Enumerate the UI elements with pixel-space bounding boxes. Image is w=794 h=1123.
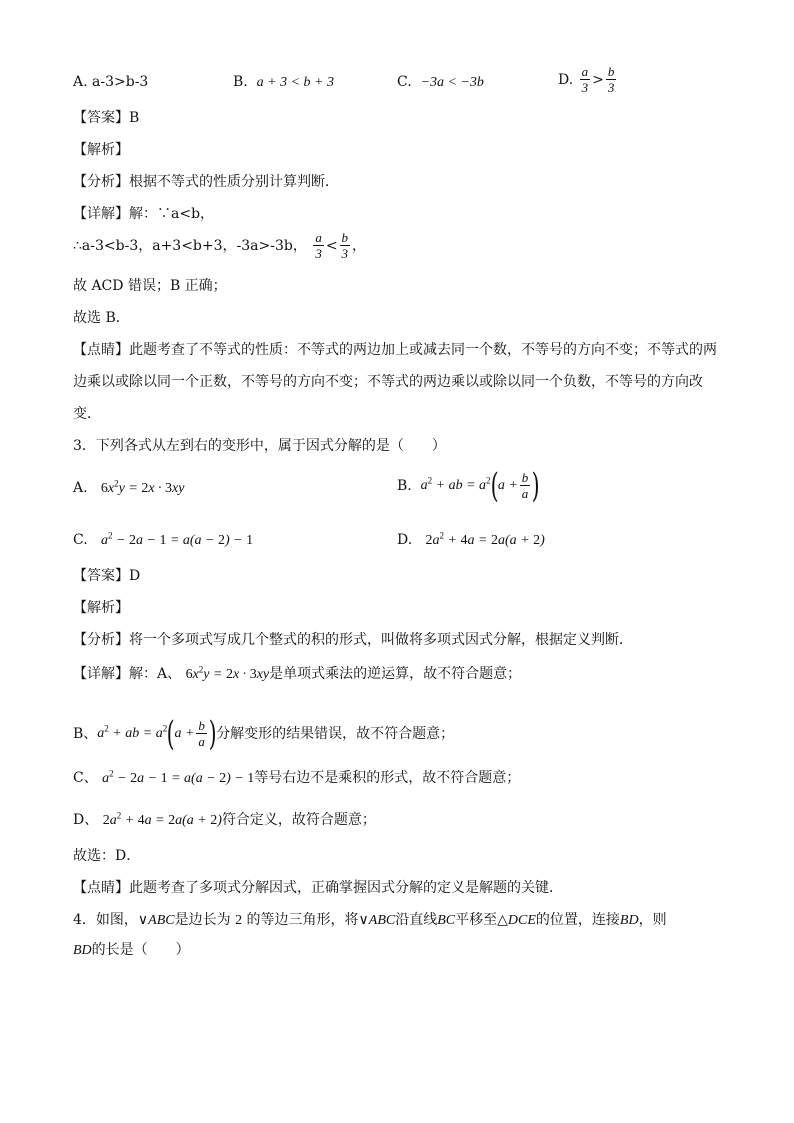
q3-detail-c: C、 $a^2 - 2a - 1 = a(a - 2) - 1$等号右边不是乘积的形式，故不符合题意；: [73, 768, 521, 786]
q3-conclusion: 故选：D．: [73, 848, 141, 864]
q4-stem-2: BD的长是（ ）: [73, 942, 190, 958]
q3-fenxi: 【分析】将一个多项式写成几个整式的积的形式，叫做将多项式因式分解，根据定义判断．: [73, 632, 633, 648]
q2-dianjing-1: 【点睛】此题考查了不等式的性质：不等式的两边加上或减去同一个数，不等号的方向不变；不等式的两: [73, 342, 717, 358]
q3-option-c[interactable]: C. $a^2 - 2a - 1 = a(a - 2) - 1$: [73, 530, 254, 548]
formula: $a^2$ + ab = $a^2$: [420, 474, 491, 493]
q3-detail-d: D、 $2a^2 + 4a = 2a(a + 2)$符合定义，故符合题意；: [73, 810, 376, 828]
q3-option-d[interactable]: D. $2a^2 + 4a = 2a(a + 2)$: [397, 530, 545, 548]
q2-detail-3: 故 ACD 错误；B 正确；: [73, 278, 227, 294]
q2-fenxi: 【分析】根据不等式的性质分别计算判断．: [73, 174, 339, 190]
fraction: $\frac{b}{a}$: [521, 470, 529, 501]
q3-detail-a: 【详解】解：A、 $6x^2y = 2x \cdot 3xy$是单项式乘法的逆运算，故不符合题意；: [73, 664, 522, 682]
q2-detail-4: 故选 B．: [73, 310, 130, 326]
q2-option-b[interactable]: B. a + 3 < b + 3: [233, 74, 334, 90]
q4-stem-1: 4．如图，∨ABC是边长为 2 的等边三角形，将∨ABC沿直线BC平移至△DCE的位置，连接BD，则: [73, 912, 667, 928]
formula: $6x^2y = 2x \cdot 3xy$: [100, 478, 185, 496]
q3-dianjing: 【点睛】此题考查了多项式分解因式，正确掌握因式分解的定义是解题的关键．: [73, 880, 563, 896]
q2-dianjing-3: 变．: [73, 406, 101, 422]
q3-answer: 【答案】D: [73, 568, 141, 584]
fraction: $\frac{b}{a}$: [198, 718, 205, 749]
q2-dianjing-2: 边乘以或除以同一个正数，不等号的方向不变；不等式的两边乘以或除以同一个负数，不等号的方向改: [73, 374, 703, 390]
q2-option-c[interactable]: C. −3a < −3b: [397, 74, 484, 90]
q3-stem: 3．下列各式从左到右的变形中，属于因式分解的是（ ）: [73, 438, 446, 454]
formula: $2a^2 + 4a = 2a(a + 2)$: [425, 530, 545, 548]
q3-detail-b: B、 $a^2$ + ab = $a^2$ ( a + $\frac{b}{a}$ ) 分解变形的结果错误，故不符合题意；: [73, 713, 455, 754]
q2-option-a[interactable]: A. a-3>b-3: [73, 74, 149, 90]
fraction: $\frac{a}{3}$: [315, 230, 322, 261]
fraction: $\frac{a}{3}$: [581, 64, 589, 95]
fraction: $\frac{b}{3}$: [341, 230, 349, 261]
fraction: $\frac{b}{3}$: [607, 64, 615, 95]
q2-analysis-tag: 【解析】: [73, 142, 129, 158]
formula: $a^2 - 2a - 1 = a(a - 2) - 1$: [101, 530, 254, 548]
q2-detail-2: ∴a-3<b-3，a+3<b+3，-3a>-3b， $\frac{a}{3}$ < $\frac{b}{3}$ ，: [73, 230, 367, 261]
q2-answer: 【答案】B: [73, 110, 140, 126]
q3-analysis-tag: 【解析】: [73, 600, 129, 616]
q2-detail-1: 【详解】解：∵a<b，: [73, 206, 215, 222]
q3-option-a[interactable]: A. $6x^2y = 2x \cdot 3xy$: [73, 478, 185, 496]
q2-option-d[interactable]: D. $\frac{a}{3}$ > $\frac{b}{3}$: [558, 64, 615, 95]
q3-option-b[interactable]: B. $a^2$ + ab = $a^2$ ( a + $\frac{b}{a}$ ): [397, 465, 540, 506]
